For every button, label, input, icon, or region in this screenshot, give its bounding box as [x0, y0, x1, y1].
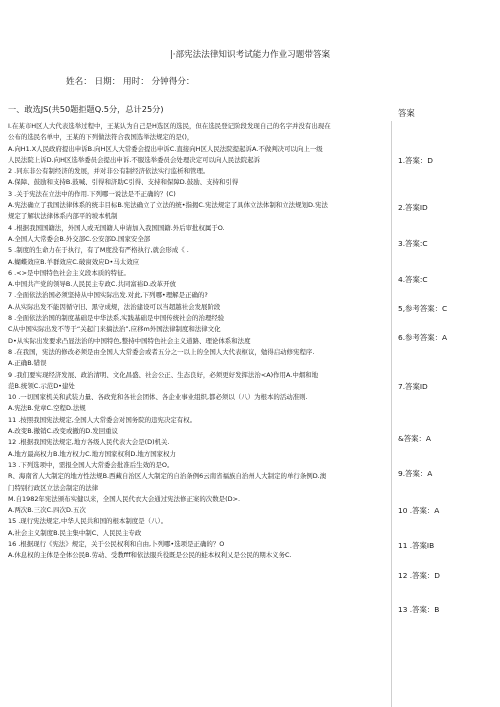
text-line: M.自1982年宪法颁布实健以来，全国人民代衣大会通过宪法修正案的次数是(D>.	[8, 494, 241, 503]
text-line: A.蝴蝶效应B.羊群效应C.破窗效应D•马太效应	[8, 257, 140, 266]
text-line: A.从实际出发不能因循守旧、黑守成规，法治建设可以当超越社会发展阶段	[8, 302, 221, 311]
text-line: 13 .下列选项中，需报全国人大常委会批准后生效的是O。	[8, 460, 174, 469]
text-line: 人民法院上诉D.向H区选举委员会提出申诉.不服选举委员会处理决定可以向人民法院起诉	[8, 155, 261, 164]
text-line: 8 .在我国，宪法的修改必须是由全国人大常委会或者五分之一以上的全国人大代表枢议，勉得启动修宪程序.	[8, 347, 315, 356]
text-line: A.地方最高权力B.地方权力C.地方国家权利D.地方国家权力	[8, 449, 176, 458]
text-line: 公布的选民名单中，王某的下列做法符合我国选举法规定的是()，	[8, 133, 194, 142]
text-line: 2 .同东非公有制经济的发展，并对非公有制经济依法实行监析和管理。	[8, 167, 210, 176]
text-line: 12 .根据我国宪法规定,地方各级人民代表大会是(D)机关.	[8, 438, 170, 447]
text-line: A.正确B.错误	[8, 359, 47, 368]
text-line: A.全国人大常委会B.外交部C.公安部D.国家安全部	[8, 234, 151, 243]
answer-entry: 1.答案：D	[398, 156, 433, 165]
text-line: 16 .根据现行《宪法》规定，关于公民权利和自由,卜列哪•选项是正确的？O	[8, 539, 225, 548]
text-line: 7 .全面依法治国必须坚持从中国实际出发.对此,下列哪•理解是正确的?	[8, 291, 208, 300]
text-line: D•从实际出发要求凸显法治的中国特色,整持中国特色社会主义道路、理论体系和法度	[8, 336, 251, 345]
text-line: A.向H1.X人民政府提出申诉B.向H区人大常委会提出申诉C.直接向H区人民法院提起诉A.不做判决可以向上一级	[8, 144, 323, 153]
answer-entry: 7.答案ID	[398, 382, 428, 391]
answer-entry: 13 .答案：B	[398, 605, 440, 614]
section-heading: 一、敢选JS(共50题拒题Q.5分，总计25分)	[8, 104, 164, 114]
answer-entry: 9.答案：A	[398, 469, 433, 478]
answer-entry: 10 .答案：A	[398, 506, 440, 515]
text-line: A.改变B.撤销C.改变或撤的D.发回重议	[8, 427, 119, 436]
answer-entry: 11 .答案IB	[398, 541, 435, 550]
answer-entry: 5,参考答案：C	[398, 304, 448, 313]
text-line: 11 .按照我国宪法规定,全国人大常委会对国务院的违宪决定有权。	[8, 415, 197, 424]
text-line: 15 .现行宪法规定,中华人民共和国的根本制度是（八）。	[8, 517, 168, 526]
text-line: 5 .制度的生命力在于执行，有了M度没有严格执行,就会形成《 .	[8, 246, 189, 255]
text-line: A.两次B.三次C.四次D.五次	[8, 506, 86, 515]
text-line: I.在某市H区人大代表选举过程中，王某认为自己是H选区的选民，但在选民登记阶段发现自己的名字并没有出现在	[8, 122, 331, 130]
text-line: 3 .关于宪法在立法中的作用.下列哪一说法是不正确的？(C)	[8, 189, 176, 198]
text-line: 门特别行政区立法会制定的法律	[8, 483, 99, 492]
text-line: 4 .根据我国国籍法，外国人或无国籍人申请加入我国国籍.外后审批权属于O.	[8, 223, 225, 232]
text-line: 9 .我们要实现经济发展、政治清明、文化昌盛、社会公正、生态良好，必须更好发挥法治<A)作用A.中烟和地	[8, 370, 319, 379]
text-line: 8 .全面依法治国的制度基础是中华法系,实践基础是中国传统社会的治理经验	[8, 314, 225, 323]
document-title: |·部宪法法律知识考试能力作业习题带答案	[169, 50, 331, 60]
text-line: A.宪法B.党章C.空程D.法规	[8, 404, 86, 413]
answer-entry: 6.参考答案：A	[398, 333, 448, 342]
text-line: 10 .一切国家机关和武装力量、各政党和各社会团体、各企业事业组织,都必须以（八）为根本的活动准则.	[8, 393, 308, 402]
answer-entry: 4.答案:C	[398, 275, 428, 284]
text-line: 规定了解状法律体系内部平的坡本机制	[8, 212, 118, 221]
text-line: C从中国实际出发不等于“关起门来搞法治”,应移m外国法律制度和法律文化	[8, 325, 221, 334]
question-body	[8, 121, 388, 562]
answer-entry: &答案：A	[398, 434, 431, 443]
header-meta: 姓名： 日期： 用时： 分钟得分：	[66, 77, 195, 87]
text-line: A,社会主义制度B.民主集中制C、人民民主专政	[8, 528, 142, 537]
text-line: A.保障、鼓励和支持B.鼓喊、引得和济助C引得、支持和保障D.鼓励、支持和引得	[8, 178, 239, 187]
text-line: A.宪法确立了我国法律体系的统丰目标B.宪法确立了立法的统•指揭C.宪法规定了具体立法体制和立法规划D.宪法	[8, 201, 328, 210]
text-line: A.休息权的主体是全体公民B.劳动、受教fff和依法服兵役既是公民的蛙本权利乂是公民的期木义务C.	[8, 551, 292, 560]
text-line: A.中国共产党的领导B.人民民主专政C.共同富裕D.改革开放	[8, 280, 176, 289]
answer-entry: 12 .答案：D	[398, 571, 440, 580]
answer-entry: 3.答案:C	[398, 239, 428, 248]
column-divider	[391, 121, 392, 707]
text-line: R、海南省人大制定的地方性法规B.西藏自治区人大制定的自治条例6云南省福族自治州人大制定的单行条例D.澳	[8, 472, 327, 481]
text-line: 范B.统领C.示范D•建处	[8, 381, 75, 390]
text-line: 6 .<>是中国特色社会主义段本质的特征。	[8, 268, 130, 277]
answer-heading: 答案	[398, 108, 415, 118]
answer-entry: 2.答案ID	[398, 203, 428, 212]
